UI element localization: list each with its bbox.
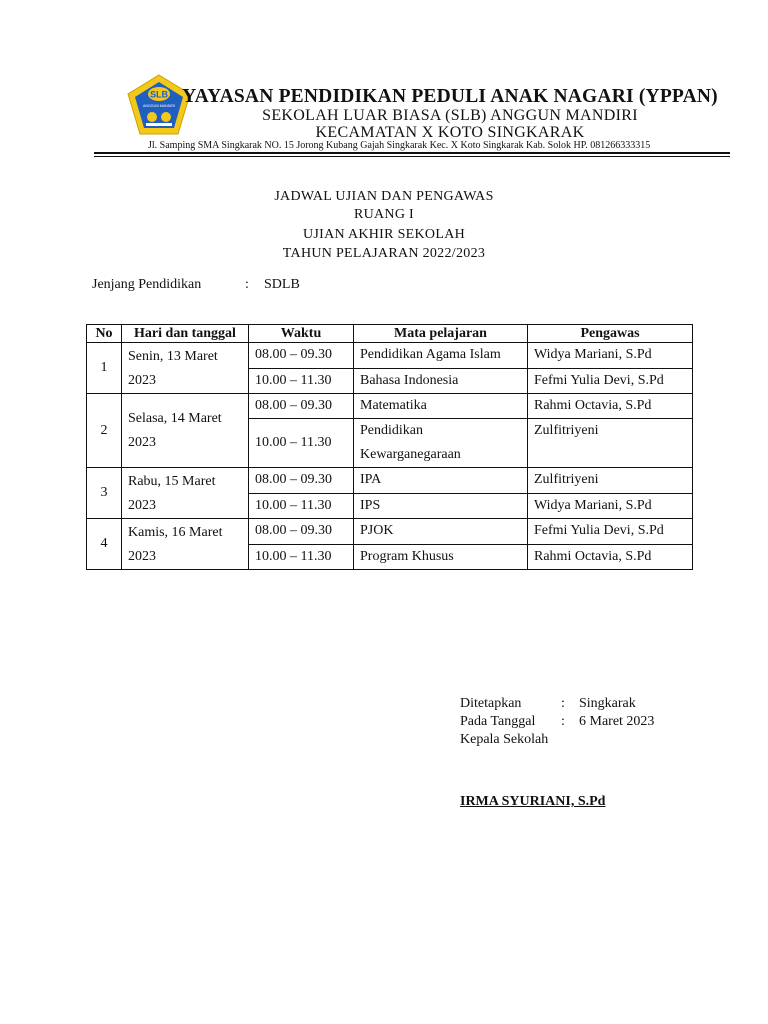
session-supervisor: Zulfitriyeni — [528, 468, 693, 494]
session-subject: Pendidikan Agama Islam — [354, 343, 528, 369]
header-day: Hari dan tanggal — [122, 325, 249, 343]
table-row — [87, 343, 693, 369]
table-row — [87, 468, 693, 494]
header-no: No — [87, 325, 122, 343]
table-header-row — [87, 325, 693, 343]
session-supervisor: Widya Mariani, S.Pd — [528, 493, 693, 519]
header-supervisor: Pengawas — [528, 325, 693, 343]
table-row — [87, 519, 693, 545]
logo-subtext: ANGGUN MANDIRI — [143, 104, 175, 108]
row-number: 2 — [87, 394, 122, 468]
room-title: RUANG I — [353, 207, 415, 222]
row-number: 3 — [87, 468, 122, 519]
session-supervisor: Rahmi Octavia, S.Pd — [528, 544, 693, 570]
date-colon: : — [561, 714, 565, 729]
education-level-colon: : — [245, 277, 249, 292]
session-supervisor: Rahmi Octavia, S.Pd — [528, 394, 693, 419]
session-supervisor: Fefmi Yulia Devi, S.Pd — [528, 519, 693, 545]
exam-day: Kamis, 16 Maret 2023 — [122, 519, 249, 570]
exam-day: Senin, 13 Maret 2023 — [122, 343, 249, 394]
education-level-value: SDLB — [264, 277, 300, 292]
district-name: KECAMATAN X KOTO SINGKARAK — [315, 124, 585, 141]
logo-text: SLB — [150, 89, 168, 100]
session-time: 10.00 – 11.30 — [249, 544, 354, 570]
session-subject: IPA — [354, 468, 528, 494]
session-time: 08.00 – 09.30 — [249, 343, 354, 369]
signer-role: Kepala Sekolah — [460, 732, 549, 747]
session-subject: Bahasa Indonesia — [354, 368, 528, 394]
exam-title: UJIAN AKHIR SEKOLAH — [302, 227, 466, 242]
letterhead-rule-thick — [94, 152, 730, 154]
session-time: 10.00 – 11.30 — [249, 419, 354, 468]
session-time: 08.00 – 09.30 — [249, 519, 354, 545]
row-number: 1 — [87, 343, 122, 394]
letterhead-rule-thin — [94, 156, 730, 157]
school-address: Jl. Samping SMA Singkarak NO. 15 Jorong Kubang Gajah Singkarak Kec. X Koto Singkarak Kab. Solok HP. 081266333315 — [148, 140, 651, 151]
document-title: JADWAL UJIAN DAN PENGAWAS — [274, 189, 494, 204]
session-time: 10.00 – 11.30 — [249, 493, 354, 519]
academic-year-title: TAHUN PELAJARAN 2022/2023 — [282, 246, 486, 261]
set-at-value: Singkarak — [579, 696, 636, 711]
date-label: Pada Tanggal — [460, 714, 536, 729]
session-subject: Matematika — [354, 394, 528, 419]
header-subject: Mata pelajaran — [354, 325, 528, 343]
header-time: Waktu — [249, 325, 354, 343]
session-time: 08.00 – 09.30 — [249, 394, 354, 419]
education-level-row — [92, 277, 300, 293]
date-value: 6 Maret 2023 — [579, 714, 655, 729]
schedule-table — [86, 324, 693, 570]
session-subject: Pendidikan Kewarganegaraan — [354, 419, 528, 468]
session-supervisor: Fefmi Yulia Devi, S.Pd — [528, 368, 693, 394]
foundation-name: YAYASAN PENDIDIKAN PEDULI ANAK NAGARI (YPPAN) — [182, 86, 718, 107]
signer-name: IRMA SYURIANI, S.Pd — [460, 794, 606, 809]
exam-day: Selasa, 14 Maret 2023 — [122, 394, 249, 468]
set-at-colon: : — [561, 696, 565, 711]
set-at-label: Ditetapkan — [460, 696, 522, 711]
session-supervisor: Zulfitriyeni — [528, 419, 693, 468]
table-row — [87, 394, 693, 419]
row-number: 4 — [87, 519, 122, 570]
education-level-label: Jenjang Pendidikan — [92, 277, 202, 292]
school-name: SEKOLAH LUAR BIASA (SLB) ANGGUN MANDIRI — [262, 107, 638, 124]
session-supervisor: Widya Mariani, S.Pd — [528, 343, 693, 369]
session-subject: IPS — [354, 493, 528, 519]
session-subject: PJOK — [354, 519, 528, 545]
session-subject: Program Khusus — [354, 544, 528, 570]
exam-day: Rabu, 15 Maret 2023 — [122, 468, 249, 519]
date-row — [460, 714, 655, 730]
session-time: 10.00 – 11.30 — [249, 368, 354, 394]
set-at-row — [460, 696, 636, 712]
session-time: 08.00 – 09.30 — [249, 468, 354, 494]
